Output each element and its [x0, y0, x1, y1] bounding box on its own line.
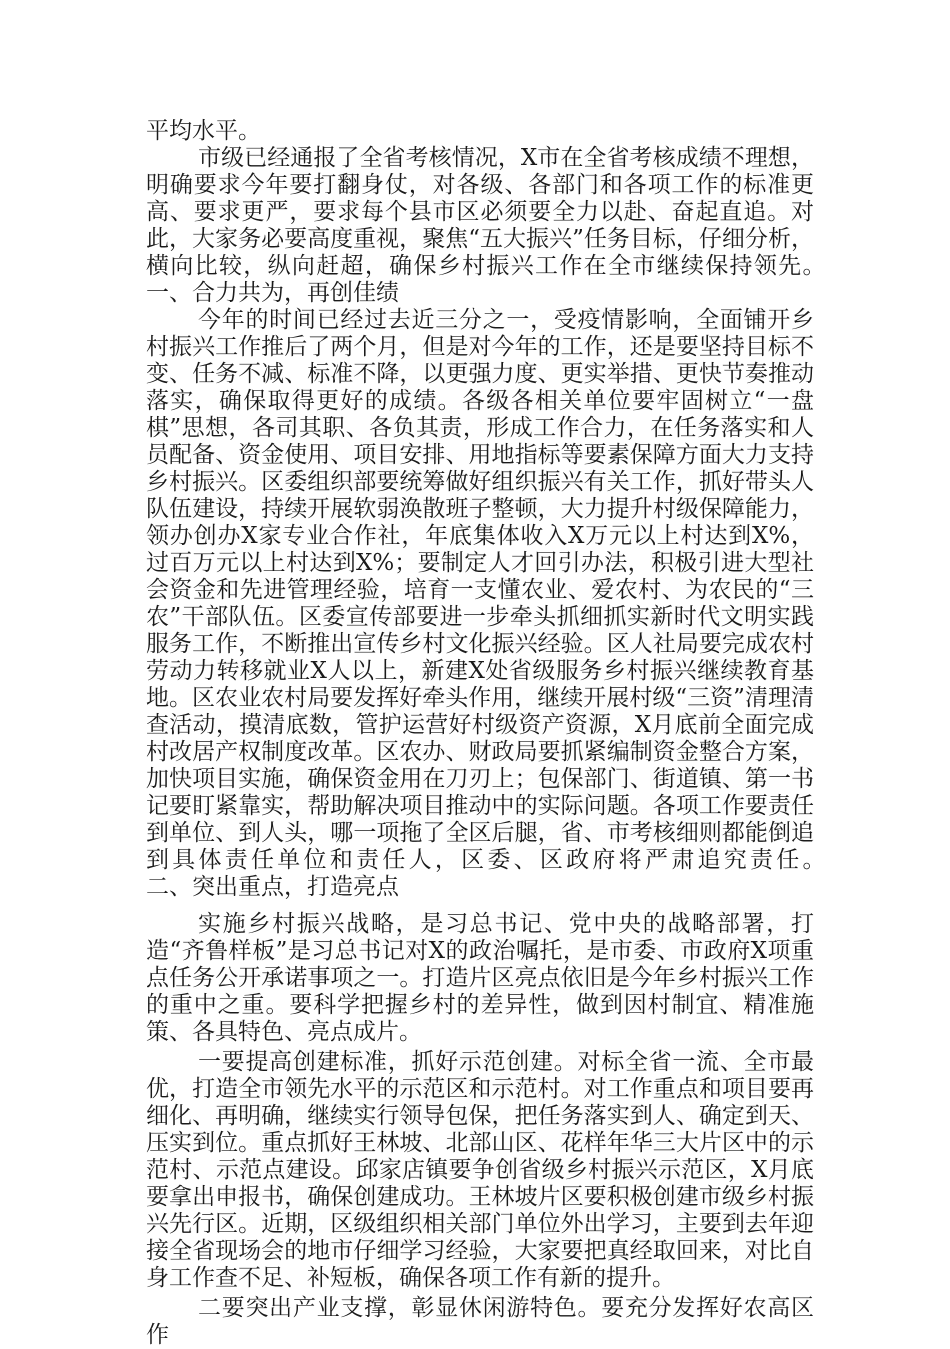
document-body: [146, 118, 860, 1349]
paragraph-2: 市级已经通报了全省考核情况，X市在全省考核成绩不理想，明确要求今年要打翻身仗，对各级、各部门和各项工作的标准更高、要求更严，要求每个县市区必须要全力以赴、奋起直追。对此，大家务必要高度重视，聚焦“五大振兴”任务目标，仔细分析，横向比较，纵向赶超，确保乡村振兴工作在全市继续保持领先。 一、合力共为，再创佳绩: [146, 145, 860, 306]
paragraph-5: 一要提高创建标准，抓好示范创建。对标全省一流、全市最优，打造全市领先水平的示范区和示范村。对工作重点和项目要再细化、再明确，继续实行领导包保，把任务落实到人、确定到天、压实到位。重点抓好王林坡、北部山区、花样年华三大片区中的示范村、示范点建设。邱家店镇要争创省级乡村振兴示范区，X月底要拿出申报书，确保创建成功。王林坡片区要积极创建市级乡村振兴先行区。近期，区级组织相关部门单位外出学习，主要到去年迎接全省现场会的地市仔细学习经验，大家要把真经取回来，对比自身工作查不足、补短板，确保各项工作有新的提升。: [146, 1049, 814, 1291]
paragraph-4: 实施乡村振兴战略，是习总书记、党中央的战略部署，打造“齐鲁样板”是习总书记对X的政治嘱托，是市委、市政府X项重点任务公开承诺事项之一。打造片区亮点依旧是今年乡村振兴工作的重中之重。要科学把握乡村的差异性，做到因村制宜、精准施策、各具特色、亮点成片。: [146, 911, 814, 1045]
paragraph-6: 二要突出产业支撑，彰显休闲游特色。要充分发挥好农高区作: [146, 1295, 814, 1348]
paragraph-1: 平均水平。: [146, 118, 261, 144]
paragraph-3: 今年的时间已经过去近三分之一，受疫情影响，全面铺开乡村振兴工作推后了两个月，但是对今年的工作，还是要坚持目标不变、任务不减、标准不降，以更强力度、更实举措、更快节奏推动落实，确保取得更好的成绩。各级各相关单位要牢固树立“一盘棋”思想，各司其职、各负其责，形成工作合力，在任务落实和人员配备、资金使用、项目安排、用地指标等要素保障方面大力支持乡村振兴。区委组织部要统筹做好组织振兴有关工作，抓好带头人队伍建设，持续开展软弱涣散班子整顿，大力提升村级保障能力，领办创办X家专业合作社，年底集体收入X万元以上村达到X%，过百万元以上村达到X%；要制定人才回引办法，积极引进大型社会资金和先进管理经验，培育一支懂农业、爱农村、为农民的“三农”干部队伍。区委宣传部要进一步牵头抓细抓实新时代文明实践服务工作，不断推出宣传乡村文化振兴经验。区人社局要完成农村劳动力转移就业X人以上，新建X处省级服务乡村振兴继续教育基地。区农业农村局要发挥好牵头作用，继续开展村级“三资”清理清查活动，摸清底数，管护运营好村级资产资源，X月底前全面完成村改居产权制度改革。区农办、财政局要抓紧编制资金整合方案，加快项目实施，确保资金用在刀刃上；包保部门、街道镇、第一书记要盯紧靠实，帮助解决项目推动中的实际问题。各项工作要责任到单位、到人头，哪一项拖了全区后腿，省、市考核细则都能倒追到具体责任单位和责任人，区委、区政府将严肃追究责任。 二、突出重点，打造亮点: [146, 307, 860, 900]
